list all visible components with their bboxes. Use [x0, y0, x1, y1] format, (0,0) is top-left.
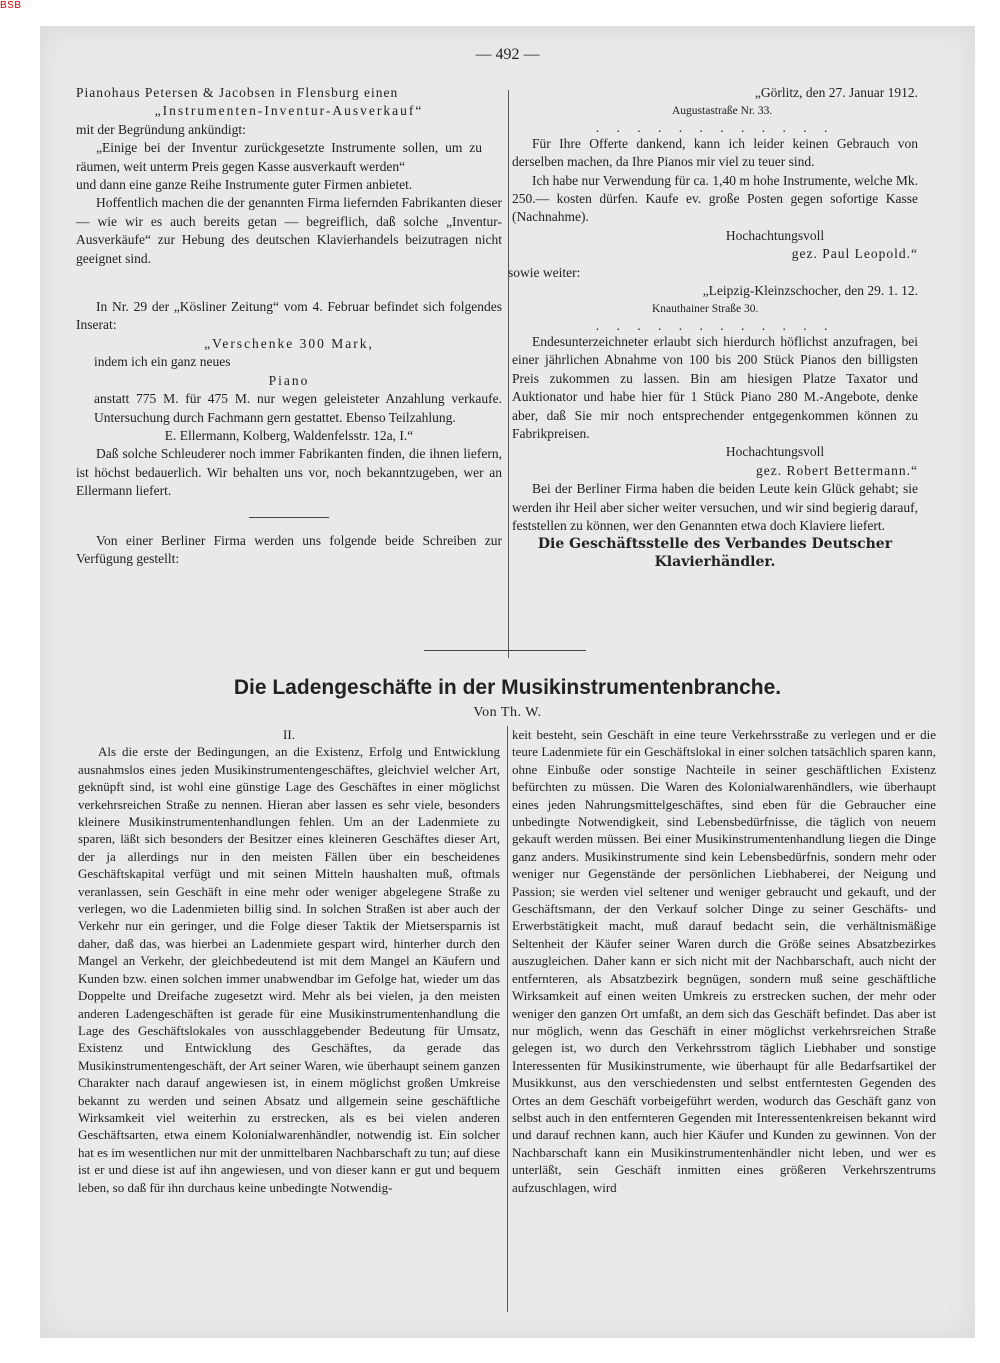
association-signature: Die Geschäftsstelle des Verbandes Deutscher Klavierhändler.: [537, 536, 893, 571]
ellipsis: . . . . . . . . . . . .: [595, 317, 835, 333]
article-paragraph: keit besteht, sein Geschäft in eine teure Verkehrsstraße zu verlegen und er die teure Ladenmiete für ein Geschäftslokal in einer solchen tatsächlich sparen kann, ohne Einbuße oder sonstige Nachteile in seiner geschäftlichen Existenz befürchten zu müssen. Die Waren des Kolonialwarenhändlers, wie überhaupt eines jeden Nahrungsmittelgeschäftes, sind eben für die Gebraucher eine unbedingte Notwendigkeit, sind Lebensbedürfnisse, die täglich von neuem gekauft werden müssen. Bei einer Musikinstrumentenhandlung liegen die Dinge ganz anders. Musikinstrumente sind kein Lebensbedürfnis, sondern mehr oder weniger nur Gegenstände der persönlichen Liebhaberei, der Neigung und Passion; sie werden viel seltener und weniger gebraucht und gekauft, und der Geschäftsmann, der den Verkauf solcher Dinge zu seiner Geschäfts- und Erwerbstätigkeit macht, muß darauf bedacht sein, die verhältnismäßige Seltenheit der Käufer seiner Waren durch die Größe seines Absatzbezirkes auszugleichen. Daher kann er sich nicht mit der Nachbarschaft, auch nicht der entfernteren, als Absatzbezirk begnügen, sondern muß seine geschäftliche Wirksamkeit auf einen weiten Umkreis zu erstrecken suchen, der mehr oder weniger den ganzen Ort umfaßt, an dem sich das Geschäft befindet. Das aber ist nur möglich, wenn das Geschäft in einer möglichst verkehrsreichen Straße gelegen ist, wo durch den Verkehrsstrom täglich Liebhaber und sonstige Interessenten für Musikinstrumente, wie überhaupt für alle Bedarfsartikel der Musikkunst, aus den verschiedensten und selbst entferntesten Gegenden des Ortes an dem Geschäft vorbeigeführt werden, wodurch das Geschäft ganz von selbst auch in den entfernteren Gegenden mit Interessentenkreisen bekannt wird und darauf rechnen kann, auch hier Käufer und Kunden zu gewinnen. Von der Nachbarschaft kann ein Musikinstrumentenhändler nicht leben, und wer es unterläßt, sein Geschäft inmitten eines größeren Verkehrszentrums aufzuschlagen, wird: [512, 727, 936, 1195]
paragraph: Daß solche Schleuderer noch immer Fabrikanten finden, die ihnen liefern, ist höchst bedauerlich. Wir behalten uns vor, noch bekanntzugeben, wer an Ellermann liefert.: [76, 446, 502, 499]
article-paragraph: Als die erste der Bedingungen, an die Existenz, Erfolg und Entwicklung ausnahmslos eines jeden Musikinstrumentengeschäftes, gleichviel welcher Art, geknüpft sind, ist wohl eine günstige Lage des Geschäftes in einer möglichst verkehrsreichen Straße zu nennen. Hieran aber lassen es sehr viele, besonders kleinere Musikinstrumentenhandlungen fehlen. Um an der Ladenmiete zu sparen, läßt sich besonders der Besitzer eines kleineren Geschäftes dieser Art, der ja allerdings nur in den meisten Fällen über ein bescheidenes Geschäftskapital verfügt und mit seinen Mitteln haushalten muß, oftmals veranlassen, sein Geschäft in eine mehr oder weniger abgelegene Straße zu verlegen, wo die Ladenmieten billig sind. In solchen Straßen ist aber auch der Verkehr nur ein geringer, und die Folge dieser Taktik der Mietsersparnis ist daher, daß das, was hierbei an Ladenmiete gespart wird, hinterher durch den Mangel an Verkehr, der gleichbedeutend ist mit dem Mangel an Käufern und Kunden bzw. einen solchen immer unabwendbar im Gefolge hat, wieder um das Doppelte und Dreifache zugesetzt wird. Mehr als bei vielen, ja den meisten anderen Ladengeschäften ist gerade für eine Musikinstrumentenhandlung die Lage des Geschäftslokales von ausschlaggebender Bedeutung für Umsatz, Existenz und Entwicklung des Geschäftes, da gerade das Musikinstrumentengeschäft, der Art seiner Waren, wie überhaupt seinem ganzen Charakter nach darauf angewiesen ist, in einem möglichst großen Umkreise bekannt zu werden und seinen Absatz und allgemein seine geschäftliche Wirksamkeit viel weiterhin zu erstrecken, als es bei vielen anderen Geschäftsarten, etwa einem Kolonialwarenhändler, notwendig ist. Ein solcher hat es im wesentlichen nur mit der unmittelbaren Nachbarschaft zu tun; auf diese ist er und diese ist auf ihn angewiesen, und von dieser kann er gut und bequem leben, so daß für ihn durchaus keine unbedingte Notwendig-: [78, 744, 500, 1195]
ad-line: indem ich ein ganz neues: [94, 354, 231, 370]
letter-place-date: „Görlitz, den 27. Januar 1912.: [754, 85, 918, 100]
article-left-column: [78, 726, 500, 1196]
article-right-column: [512, 726, 936, 1196]
ellipsis: . . . . . . . . . . . .: [595, 119, 835, 135]
section-rule: [424, 650, 586, 651]
paragraph: sowie weiter:: [508, 264, 581, 280]
ad-text: anstatt 775 M. für 475 M. nur wegen geleisteter Anzahlung verkaufe. Untersuchung durch Fachmann gern gestattet. Ebenso Teilzahlung.: [94, 391, 502, 425]
paragraph: Endesunterzeichneter erlaubt sich hierdurch höflichst anzufragen, bei einer jährlichen Abnahme von 100 bis 200 Stück Pianos den billigsten Preis zukommen zu lassen. Bin am hiesigen Platze Taxator und Auktionator und habe hier für 1 Stück Piano 280 M.-Angebote, denke aber, daß Sie mir noch entsprechender entgegenkommen können zu Fabrikpreisen.: [512, 333, 918, 441]
quote: „Einige bei der Inventur zurückgesetzte Instrumente sollen, um zu räumen, weit unterm Preis gegen Kasse ausverkauft werden“: [76, 140, 482, 174]
letter-address: Knauthainer Straße 30.: [652, 303, 759, 316]
paragraph: und dann eine ganze Reihe Instrumente guter Firmen anbietet.: [76, 177, 413, 193]
ad-line: Piano: [268, 372, 310, 388]
upper-left-column: [76, 84, 502, 568]
column-divider: [508, 90, 509, 658]
paragraph: In Nr. 29 der „Kösliner Zeitung“ vom 4. Februar befindet sich folgendes Inserat:: [76, 299, 502, 333]
letter-place-date: „Leipzig-Kleinzschocher, den 29. 1. 12.: [702, 283, 918, 299]
paragraph: Pianohaus Petersen & Jacobsen in Flensburg einen: [76, 85, 399, 100]
article-title: Die Ladengeschäfte in der Musikinstrumentenbranche.: [233, 676, 782, 699]
upper-right-column: [508, 84, 918, 571]
paragraph: Bei der Berliner Firma haben die beiden Leute kein Glück gehabt; sie werden ihr Heil aber sicher weiter versuchen, und wir sind begierig darauf, feststellen zu können, wer den Genannten etwa doch Klaviere liefert.: [512, 481, 918, 533]
paragraph: Von einer Berliner Firma werden uns folgende beide Schreiben zur Verfügung gestellt:: [76, 532, 502, 566]
page-number: — 492 —: [475, 46, 540, 63]
ad-signature: E. Ellermann, Kolberg, Waldenfelsstr. 12a, I.“: [164, 427, 414, 443]
article-byline: Von Th. W.: [473, 705, 542, 720]
newspaper-page: [40, 26, 975, 1338]
headline-quote: „Instrumenten-Inventur-Ausverkauf“: [154, 103, 424, 119]
short-rule: [249, 517, 329, 518]
section-number: II.: [283, 727, 295, 742]
letter-closing: Hochachtungsvoll: [725, 444, 825, 460]
letter-signature: gez. Robert Bettermann.“: [756, 462, 918, 478]
ad-headline: „Verschenke 300 Mark,: [204, 335, 374, 351]
bsb-watermark: BSB: [0, 0, 22, 11]
letter-address: Augustastraße Nr. 33.: [672, 105, 773, 118]
paragraph: Ich habe nur Verwendung für ca. 1,40 m hohe Instrumente, welche Mk. 250.— kosten dürfen. Kaufe ev. große Posten gegen sofortige Kasse (Nachnahme).: [512, 172, 918, 225]
paragraph: Für Ihre Offerte dankend, kann ich leider keinen Gebrauch von derselben machen, da Ihre Pianos mir viel zu teuer sind.: [512, 135, 918, 170]
letter-closing: Hochachtungsvoll: [725, 227, 825, 243]
column-divider: [507, 726, 508, 1312]
paragraph: Hoffentlich machen die der genannten Firma liefernden Fabrikanten dieser — wie wir es auch bereits getan — begreiflich, daß solche „Inventur-Ausverkäufe“ zur Hebung des deutschen Klavierhandels beizutragen nicht geeignet sind.: [76, 195, 502, 266]
paragraph: mit der Begründung ankündigt:: [76, 121, 246, 137]
letter-signature: gez. Paul Leopold.“: [791, 246, 918, 262]
